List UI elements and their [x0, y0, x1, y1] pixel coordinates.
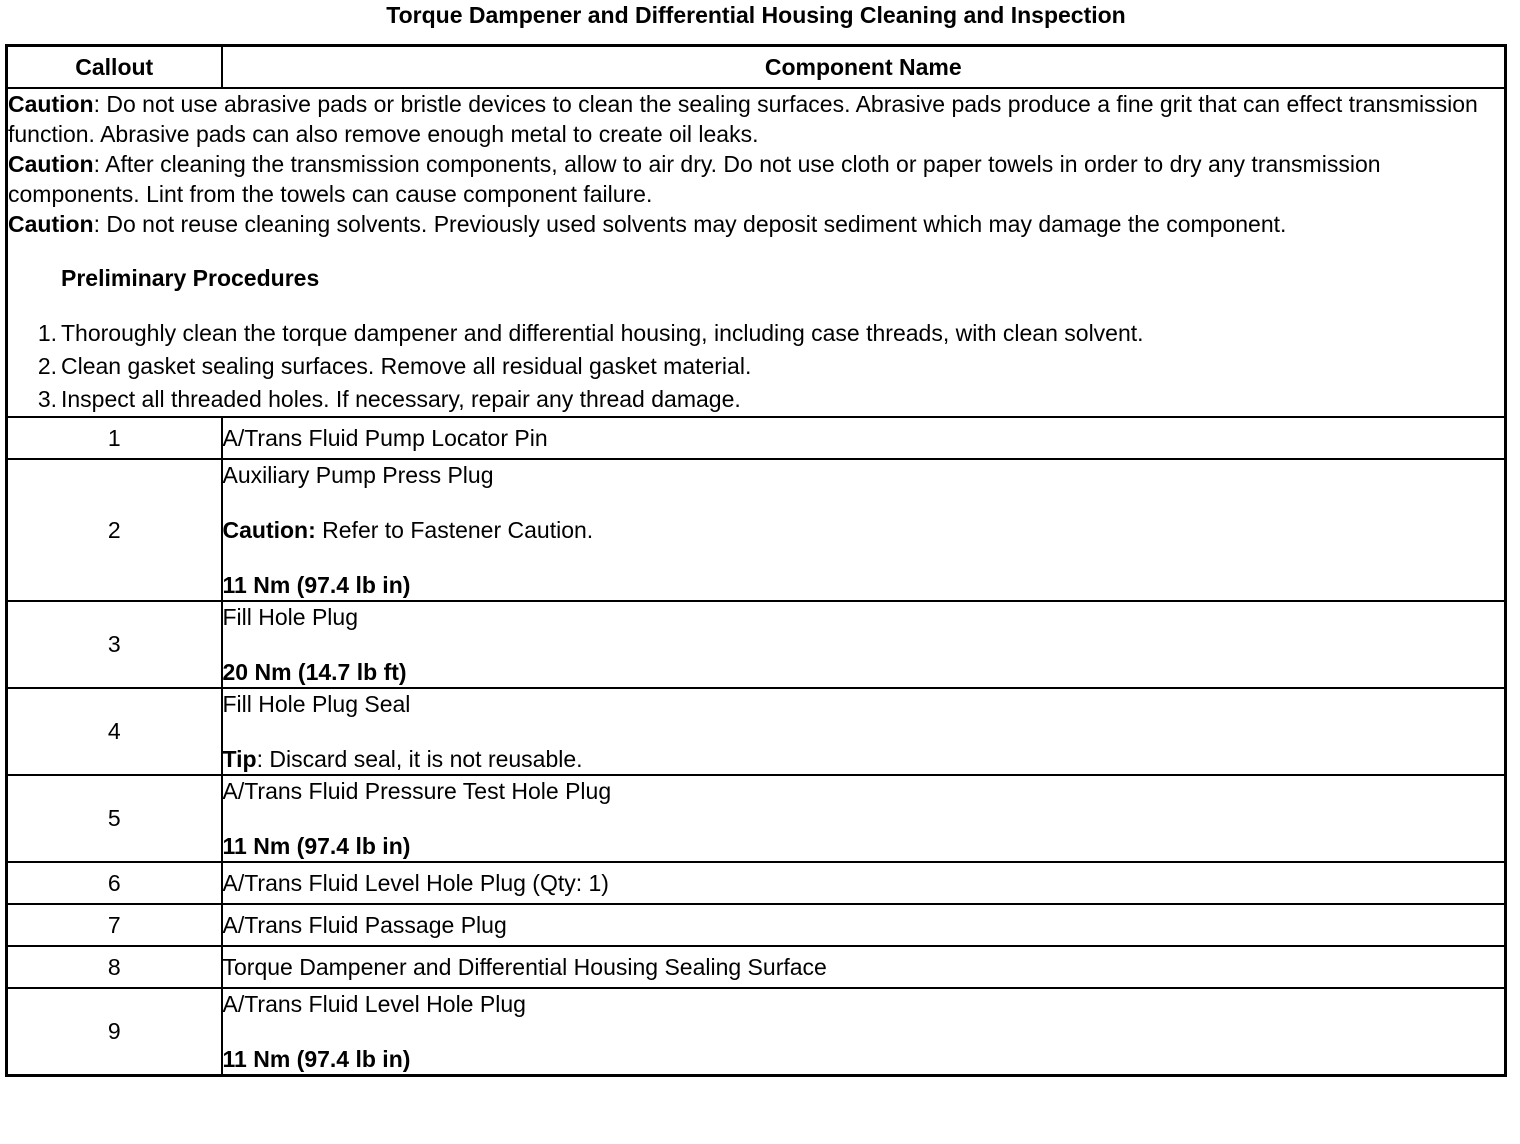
- table-row: [7, 417, 1506, 459]
- table-row: [7, 946, 1506, 988]
- torque-spec: 11 Nm (97.4 lb in): [222, 1046, 411, 1072]
- tip-label: Tip: [222, 746, 257, 772]
- table-row: [7, 904, 1506, 946]
- callout-cell: 2: [7, 459, 222, 601]
- notes-cell: [7, 88, 1506, 417]
- notes-row: [7, 88, 1506, 417]
- component-name-cell: A/Trans Fluid Passage Plug: [222, 904, 1506, 946]
- caution-text: Refer to Fastener Caution.: [315, 517, 594, 543]
- table-row: [7, 688, 1506, 775]
- table-row: [7, 459, 1506, 601]
- caution-note: [8, 149, 1504, 209]
- component-name: A/Trans Fluid Level Hole Plug: [222, 991, 526, 1017]
- callout-cell: 8: [7, 946, 222, 988]
- component-table: [5, 44, 1507, 1077]
- callout-cell: 3: [7, 601, 222, 688]
- header-component-name: Component Name: [222, 46, 1506, 89]
- component-caution: [223, 515, 1505, 545]
- tip-separator: :: [256, 746, 263, 772]
- caution-note: [8, 89, 1504, 149]
- caution-separator: :: [93, 151, 100, 177]
- caution-label: Caution: [8, 151, 94, 177]
- step-text: Thoroughly clean the torque dampener and differential housing, including case threads, with clean solvent.: [61, 320, 1144, 346]
- caution-text: Do not reuse cleaning solvents. Previously used solvents may deposit sediment which may damage the component.: [100, 211, 1287, 237]
- component-name-cell: A/Trans Fluid Level Hole Plug (Qty: 1): [222, 862, 1506, 904]
- component-name-cell: A/Trans Fluid Pump Locator Pin: [222, 417, 1506, 459]
- caution-label: Caution: [8, 211, 94, 237]
- torque-spec: 11 Nm (97.4 lb in): [222, 572, 411, 598]
- component-tip: [223, 744, 1505, 774]
- callout-cell: 7: [7, 904, 222, 946]
- procedure-steps-list: [8, 317, 1504, 416]
- document-title: Torque Dampener and Differential Housing Cleaning and Inspection: [386, 2, 1126, 28]
- caution-separator: :: [93, 91, 100, 117]
- table-row: [7, 601, 1506, 688]
- callout-cell: 9: [7, 988, 222, 1076]
- table-row: [7, 775, 1506, 862]
- component-name: Fill Hole Plug: [222, 604, 358, 630]
- caution-label: Caution: [8, 91, 94, 117]
- preliminary-procedures-heading: Preliminary Procedures: [61, 265, 320, 291]
- step-number: 3.: [37, 386, 57, 412]
- component-name-cell: [222, 688, 1506, 775]
- callout-cell: 5: [7, 775, 222, 862]
- component-name: A/Trans Fluid Pressure Test Hole Plug: [222, 778, 612, 804]
- procedure-step: [8, 317, 1504, 350]
- torque-spec: 20 Nm (14.7 lb ft): [222, 659, 407, 685]
- step-number: 1.: [37, 320, 57, 346]
- header-row: [7, 46, 1506, 89]
- caution-label: Caution:: [222, 517, 316, 543]
- caution-text: After cleaning the transmission components, allow to air dry. Do not use cloth or paper towels in order to dry any transmission components. Lint from the towels can cause component failure.: [8, 151, 1381, 207]
- step-number: 2.: [37, 353, 57, 379]
- table-row: [7, 988, 1506, 1076]
- component-name-cell: [222, 601, 1506, 688]
- step-text: Clean gasket sealing surfaces. Remove all residual gasket material.: [61, 353, 752, 379]
- procedure-step: [8, 350, 1504, 383]
- component-name-cell: [222, 988, 1506, 1076]
- caution-text: Do not use abrasive pads or bristle devices to clean the sealing surfaces. Abrasive pads produce a fine grit that can effect transmission function. Abrasive pads can also remove enough metal to create oil leaks.: [8, 91, 1478, 147]
- header-callout: Callout: [7, 46, 222, 89]
- procedure-step: [8, 383, 1504, 416]
- callout-cell: 4: [7, 688, 222, 775]
- component-name: Fill Hole Plug Seal: [222, 691, 411, 717]
- component-name-cell: [222, 775, 1506, 862]
- component-name: Auxiliary Pump Press Plug: [222, 462, 494, 488]
- callout-cell: 6: [7, 862, 222, 904]
- component-name-cell: Torque Dampener and Differential Housing Sealing Surface: [222, 946, 1506, 988]
- step-text: Inspect all threaded holes. If necessary, repair any thread damage.: [61, 386, 741, 412]
- caution-note: [8, 209, 1504, 239]
- component-name-cell: [222, 459, 1506, 601]
- tip-text: Discard seal, it is not reusable.: [262, 746, 583, 772]
- caution-separator: :: [93, 211, 100, 237]
- torque-spec: 11 Nm (97.4 lb in): [222, 833, 411, 859]
- table-row: [7, 862, 1506, 904]
- callout-cell: 1: [7, 417, 222, 459]
